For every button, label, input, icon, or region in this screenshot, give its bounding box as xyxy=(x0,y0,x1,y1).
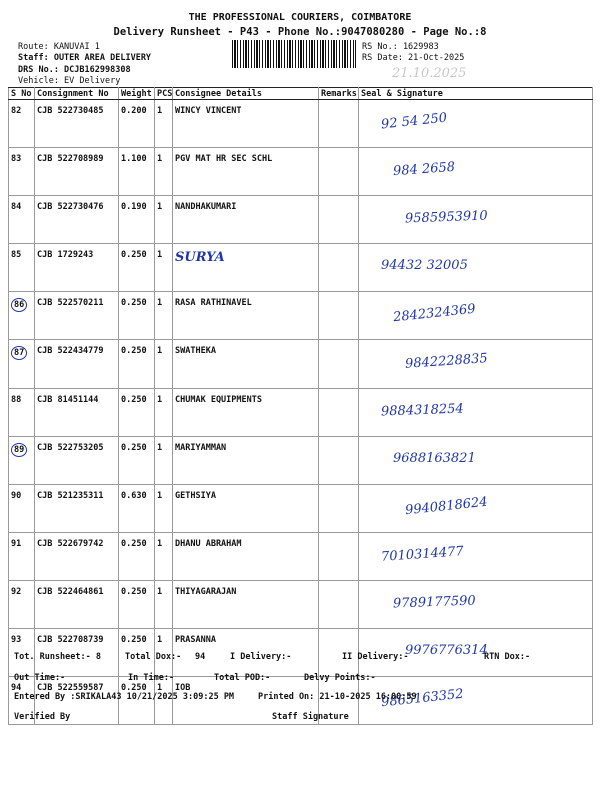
entered-by: Entered By :SRIKALA43 10/21/2025 3:09:25 PM xyxy=(14,692,235,702)
handwritten-signature: 9940818624 xyxy=(404,494,489,519)
table-row xyxy=(9,580,593,628)
weight-cell: 0.190 xyxy=(119,196,155,244)
runsheet-table xyxy=(8,87,593,725)
handwritten-signature: 92 54 250 xyxy=(380,110,448,133)
sno-cell xyxy=(9,292,35,340)
col-signature: Seal & Signature xyxy=(359,88,593,100)
table-row xyxy=(9,388,593,436)
weight-cell: 0.630 xyxy=(119,484,155,532)
sno-cell: 88 xyxy=(9,388,35,436)
consignee-cell: MARIYAMMAN xyxy=(173,436,319,484)
consignment-cell: CJB 522570211 xyxy=(35,292,119,340)
pcs-cell: 1 xyxy=(155,292,173,340)
sno-cell: 82 xyxy=(9,100,35,148)
signature-cell xyxy=(359,244,593,292)
signature-cell xyxy=(359,388,593,436)
weight-cell: 0.250 xyxy=(119,388,155,436)
consignee-cell: SWATHEKA xyxy=(173,340,319,388)
sno-circled: 87 xyxy=(11,346,27,360)
table-header-row xyxy=(9,88,593,100)
signature-cell xyxy=(359,580,593,628)
handwritten-signature: 9842228835 xyxy=(404,351,489,373)
consignment-cell: CJB 522730476 xyxy=(35,196,119,244)
remarks-cell xyxy=(319,340,359,388)
vehicle-label: Vehicle: EV Delivery xyxy=(18,76,121,86)
remarks-cell xyxy=(319,148,359,196)
consignee-cell: PRASANNA xyxy=(173,629,319,677)
total-dox: Total Dox:- xyxy=(125,652,182,662)
total-pod: Total POD:- xyxy=(214,673,271,683)
consignment-cell: CJB 522753205 xyxy=(35,436,119,484)
consignee-cell: IOB xyxy=(173,677,319,725)
rs-date: RS Date: 21-Oct-2025 xyxy=(362,53,465,63)
consignment-cell: CJB 521235311 xyxy=(35,484,119,532)
barcode xyxy=(232,40,356,68)
sno-circled: 89 xyxy=(11,443,27,457)
table-row xyxy=(9,292,593,340)
tot-runsheet: Tot. Runsheet:- 8 xyxy=(14,652,101,662)
col-pcs: PCS xyxy=(155,88,173,100)
pcs-cell: 1 xyxy=(155,677,173,725)
table-row xyxy=(9,196,593,244)
handwritten-signature: 9585953910 xyxy=(404,208,488,227)
consignee-cell: CHUMAK EQUIPMENTS xyxy=(173,388,319,436)
consignee-cell: RASA RATHINAVEL xyxy=(173,292,319,340)
runsheet-subtitle: Delivery Runsheet - P43 - Phone No.:9047080280 - Page No.:8 xyxy=(113,26,487,38)
handwritten-signature: 984 2658 xyxy=(392,159,456,180)
in-time: In Time:- xyxy=(128,673,175,683)
handwritten-signature: 9884318254 xyxy=(380,401,464,420)
signature-cell xyxy=(359,340,593,388)
handwritten-signature: 2842324369 xyxy=(392,302,477,326)
pcs-cell: 1 xyxy=(155,484,173,532)
company-title: THE PROFESSIONAL COURIERS, COIMBATORE xyxy=(188,12,412,23)
pcs-cell: 1 xyxy=(155,148,173,196)
col-sno: S No xyxy=(9,88,35,100)
consignment-cell: CJB 1729243 xyxy=(35,244,119,292)
weight-cell: 0.250 xyxy=(119,244,155,292)
consignment-cell: CJB 522679742 xyxy=(35,532,119,580)
delvy-points: Delvy Points:- xyxy=(304,673,376,683)
consignee-cell: GETHSIYA xyxy=(173,484,319,532)
route-label: Route: KANUVAI 1 xyxy=(18,42,100,52)
consignee-cell: THIYAGARAJAN xyxy=(173,580,319,628)
consignee-cell: WINCY VINCENT xyxy=(173,100,319,148)
pcs-cell: 1 xyxy=(155,436,173,484)
sno-cell: 94 xyxy=(9,677,35,725)
table-row xyxy=(9,100,593,148)
consignment-cell: CJB 522730485 xyxy=(35,100,119,148)
col-remarks: Remarks xyxy=(319,88,359,100)
pcs-cell: 1 xyxy=(155,340,173,388)
remarks-cell xyxy=(319,436,359,484)
consignee-cell: PGV MAT HR SEC SCHL xyxy=(173,148,319,196)
weight-cell: 1.100 xyxy=(119,148,155,196)
signature-cell xyxy=(359,532,593,580)
remarks-cell xyxy=(319,292,359,340)
ii-delivery: II Delivery:- xyxy=(342,652,409,662)
table-row xyxy=(9,484,593,532)
weight-cell: 0.250 xyxy=(119,340,155,388)
staff-signature: Staff Signature xyxy=(272,712,349,722)
remarks-cell xyxy=(319,532,359,580)
table-row xyxy=(9,436,593,484)
weight-cell: 0.200 xyxy=(119,100,155,148)
consignment-cell: CJB 522708739 xyxy=(35,629,119,677)
i-delivery: I Delivery:- xyxy=(230,652,292,662)
signature-cell xyxy=(359,292,593,340)
handwritten-signature: 9688163821 xyxy=(393,450,476,466)
table-row xyxy=(9,340,593,388)
consignment-cell: CJB 522434779 xyxy=(35,340,119,388)
signature-cell xyxy=(359,100,593,148)
weight-cell: 0.250 xyxy=(119,677,155,725)
sno-cell: 91 xyxy=(9,532,35,580)
pcs-cell: 1 xyxy=(155,629,173,677)
handwritten-signature: 9789177590 xyxy=(392,593,476,612)
rs-number: RS No.: 1629983 xyxy=(362,42,439,52)
weight-cell: 0.250 xyxy=(119,292,155,340)
sno-cell: 83 xyxy=(9,148,35,196)
remarks-cell xyxy=(319,580,359,628)
sno-cell: 93 xyxy=(9,629,35,677)
sno-cell: 85 xyxy=(9,244,35,292)
total-dox-value: 94 xyxy=(195,652,206,662)
signature-cell xyxy=(359,196,593,244)
pcs-cell: 1 xyxy=(155,100,173,148)
remarks-cell xyxy=(319,100,359,148)
out-time: Out Time:- xyxy=(14,673,66,683)
printed-on: Printed On: 21-10-2025 16:00:59 xyxy=(258,692,417,702)
consignment-cell: CJB 522464861 xyxy=(35,580,119,628)
sno-cell: 90 xyxy=(9,484,35,532)
consignment-cell: CJB 522559587 xyxy=(35,677,119,725)
staff-label: Staff: OUTER AREA DELIVERY xyxy=(18,53,152,63)
handwritten-signature: 9865163352 xyxy=(380,686,465,711)
sno-cell xyxy=(9,436,35,484)
weight-cell: 0.250 xyxy=(119,629,155,677)
weight-cell: 0.250 xyxy=(119,436,155,484)
table-row xyxy=(9,532,593,580)
signature-cell xyxy=(359,148,593,196)
col-consignee: Consignee Details xyxy=(173,88,319,100)
drs-label: DRS No.: DCJB162998308 xyxy=(18,65,131,75)
pcs-cell: 1 xyxy=(155,580,173,628)
sno-circled: 86 xyxy=(11,298,27,312)
remarks-cell xyxy=(319,196,359,244)
sno-cell: 92 xyxy=(9,580,35,628)
remarks-cell xyxy=(319,484,359,532)
handwritten-signature: 7010314477 xyxy=(380,543,465,565)
signature-cell xyxy=(359,436,593,484)
pcs-cell: 1 xyxy=(155,196,173,244)
rtn-dox: RTN Dox:- xyxy=(484,652,531,662)
table-row xyxy=(9,244,593,292)
consignee-cell: NANDHAKUMARI xyxy=(173,196,319,244)
pcs-cell: 1 xyxy=(155,244,173,292)
consignment-cell: CJB 81451144 xyxy=(35,388,119,436)
table-row xyxy=(9,148,593,196)
weight-cell: 0.250 xyxy=(119,532,155,580)
sno-cell xyxy=(9,340,35,388)
remarks-cell xyxy=(319,388,359,436)
consignment-cell: CJB 522708989 xyxy=(35,148,119,196)
signature-cell xyxy=(359,484,593,532)
weight-cell: 0.250 xyxy=(119,580,155,628)
verified-by: Verified By xyxy=(14,712,71,722)
col-consignment: Consignment No xyxy=(35,88,119,100)
handwritten-date: 21.10.2025 xyxy=(392,66,467,81)
handwritten-signature: 9976776314 xyxy=(405,643,488,659)
consignee-cell: SURYA xyxy=(173,244,319,292)
sno-cell: 84 xyxy=(9,196,35,244)
handwritten-signature: 94432 32005 xyxy=(381,258,468,274)
pcs-cell: 1 xyxy=(155,388,173,436)
pcs-cell: 1 xyxy=(155,532,173,580)
col-weight: Weight xyxy=(119,88,155,100)
consignee-cell: DHANU ABRAHAM xyxy=(173,532,319,580)
remarks-cell xyxy=(319,244,359,292)
